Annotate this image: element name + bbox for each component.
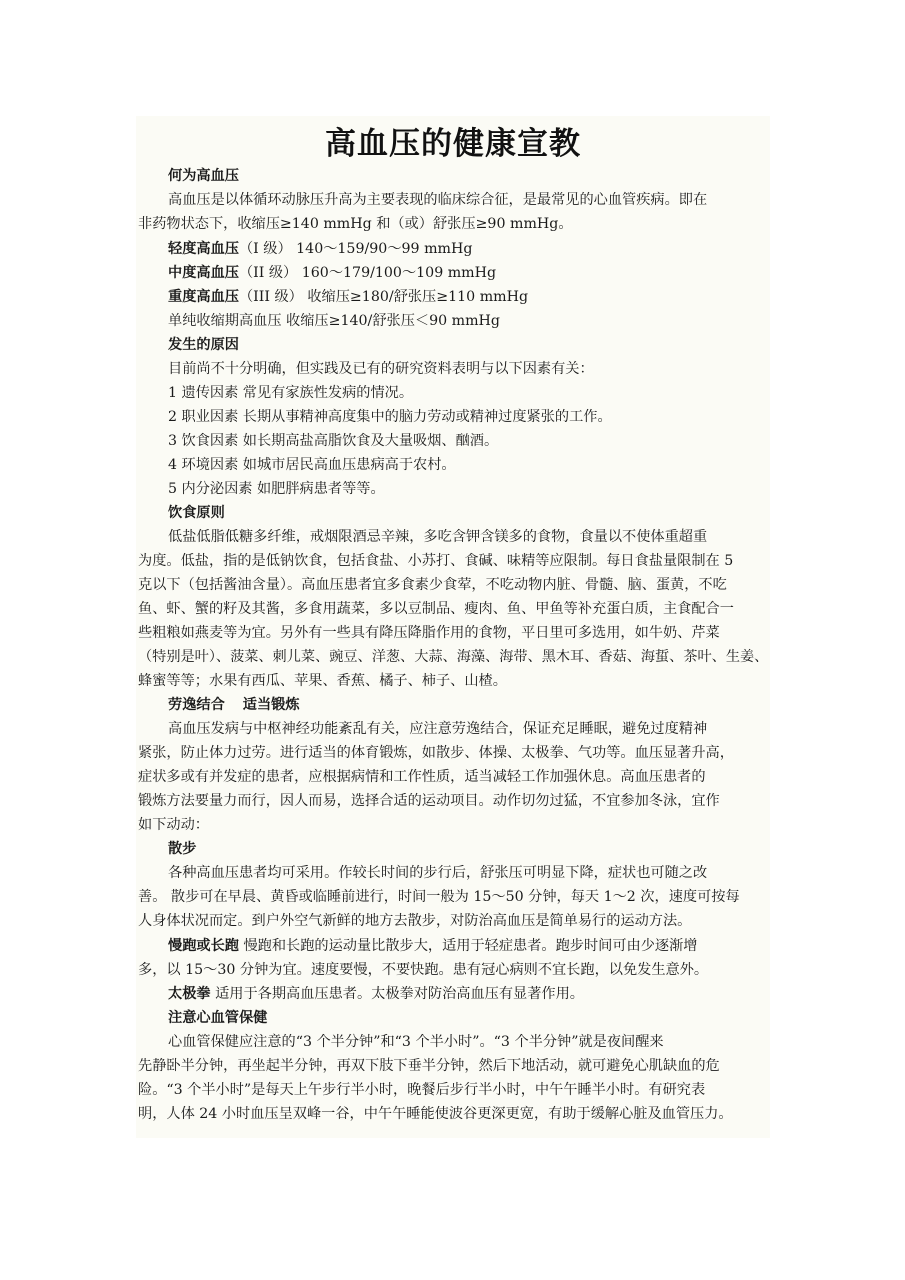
section-heading-causes: 发生的原因 xyxy=(168,337,239,353)
paragraph-line: 高血压发病与中枢神经功能紊乱有关，应注意劳逸结合，保证充足睡眠，避免过度精神 xyxy=(168,721,708,737)
list-item: 4 环境因素 如城市居民高血压患病高于农村。 xyxy=(168,457,456,473)
paragraph-line: 多，以 15～30 分钟为宜。速度要慢，不要快跑。患有冠心病则不宜长跑，以免发生意外。 xyxy=(138,962,709,978)
paragraph-line: 心血管保健应注意的“3 个半分钟”和“3 个半小时”。“3 个半分钟”就是夜间醒来 xyxy=(168,1034,664,1050)
grade-line xyxy=(168,237,472,261)
paragraph-line: 高血压是以体循环动脉压升高为主要表现的临床综合征，是最常见的心血管疾病。即在 xyxy=(168,192,708,208)
jogging-line xyxy=(168,934,697,958)
jogging-label: 慢跑或长跑 xyxy=(168,938,239,954)
taichi-text: 适用于各期高血压患者。太极拳对防治高血压有显著作用。 xyxy=(210,986,584,1002)
subheading-walking: 散步 xyxy=(168,841,197,857)
grade-value: （III 级） 收缩压≥180/舒张压≥110 mmHg xyxy=(238,289,529,305)
grade-value: （II 级） 160～179/100～109 mmHg xyxy=(238,265,497,281)
grade-label: 中度高血压 xyxy=(168,265,239,281)
taichi-line xyxy=(168,982,584,1006)
list-item: 1 遗传因素 常见有家族性发病的情况。 xyxy=(168,385,414,401)
paragraph-line: 非药物状态下，收缩压≥140 mmHg 和（或）舒张压≥90 mmHg。 xyxy=(138,216,573,232)
jogging-text: 慢跑和长跑的运动量比散步大，适用于轻症患者。跑步时间可由少逐渐增 xyxy=(238,938,698,954)
heading-part: 适当锻炼 xyxy=(242,697,300,713)
list-item: 5 内分泌因素 如肥胖病患者等等。 xyxy=(168,481,385,497)
grade-label: 轻度高血压 xyxy=(168,241,239,257)
list-item: 3 饮食因素 如长期高盐高脂饮食及大量吸烟、酗酒。 xyxy=(168,433,499,449)
document-page xyxy=(136,116,770,1138)
grade-line xyxy=(168,261,496,285)
grade-label: 重度高血压 xyxy=(168,289,239,305)
paragraph-line: 低盐低脂低糖多纤维，戒烟限酒忌辛辣，多吃含钾含镁多的食物，食量以不使体重超重 xyxy=(168,529,708,545)
paragraph-line: 险。“3 个半小时”是每天上午步行半小时，晚餐后步行半小时，中午午睡半小时。有研究表 xyxy=(138,1082,706,1098)
paragraph-line: 先静卧半分钟，再坐起半分钟，再双下肢下垂半分钟，然后下地活动，就可避免心肌缺血的危 xyxy=(138,1058,720,1074)
paragraph-line: 鱼、虾、蟹的籽及其酱，多食用蔬菜，多以豆制品、瘦肉、鱼、甲鱼等补充蛋白质，主食配合一 xyxy=(138,601,734,617)
paragraph-line: 目前尚不十分明确，但实践及已有的研究资料表明与以下因素有关： xyxy=(168,361,594,377)
paragraph-line: 善。 散步可在早晨、黄昏或临睡前进行，时间一般为 15～50 分钟，每天 1～2 次，速度可按每 xyxy=(138,889,740,905)
paragraph-line: 紧张，防止体力过劳。进行适当的体育锻炼，如散步、体操、太极拳、气功等。血压显著升高， xyxy=(138,745,734,761)
page-title: 高血压的健康宣教 xyxy=(325,126,581,162)
paragraph-line: 为度。低盐，指的是低钠饮食，包括食盐、小苏打、食碱、味精等应限制。每日食盐量限制在 5 xyxy=(138,553,734,569)
section-heading-diet: 饮食原则 xyxy=(168,505,225,521)
paragraph-line: 锻炼方法要量力而行，因人而易，选择合适的运动项目。动作切勿过猛，不宜参加冬泳，宜作 xyxy=(138,793,720,809)
list-item: 2 职业因素 长期从事精神高度集中的脑力劳动或精神过度紧张的工作。 xyxy=(168,409,612,425)
isolated-systolic-line: 单纯收缩期高血压 收缩压≥140/舒张压＜90 mmHg xyxy=(168,313,500,329)
paragraph-line: 各种高血压患者均可采用。作较长时间的步行后，舒张压可明显下降，症状也可随之改 xyxy=(168,865,708,881)
paragraph-line: 蜂蜜等等；水果有西瓜、苹果、香蕉、橘子、柿子、山楂。 xyxy=(138,673,507,689)
paragraph-line: 人身体状况而定。到户外空气新鲜的地方去散步，对防治高血压是简单易行的运动方法。 xyxy=(138,913,692,929)
section-heading-exercise xyxy=(168,693,300,717)
heading-part: 劳逸结合 xyxy=(168,697,225,713)
paragraph-line: 些粗粮如燕麦等为宜。另外有一些具有降压降脂作用的食物，平日里可多选用，如牛奶、芹菜 xyxy=(138,625,720,641)
paragraph-line: 克以下（包括酱油含量）。高血压患者宜多食素少食荤，不吃动物内脏、骨髓、脑、蛋黄，不吃 xyxy=(138,577,727,593)
paragraph-line: 症状多或有并发症的患者，应根据病情和工作性质，适当减轻工作加强休息。高血压患者的 xyxy=(138,769,706,785)
section-heading-cardio: 注意心血管保健 xyxy=(168,1010,268,1026)
taichi-label: 太极拳 xyxy=(168,986,211,1002)
section-heading-definition: 何为高血压 xyxy=(168,168,239,184)
grade-value: （I 级） 140～159/90～99 mmHg xyxy=(238,241,473,257)
grade-line xyxy=(168,285,528,309)
paragraph-line: 如下动动： xyxy=(138,817,209,833)
paragraph-line: （特别是叶）、菠菜、刺儿菜、豌豆、洋葱、大蒜、海藻、海带、黑木耳、香菇、海蜇、茶叶、生姜、 xyxy=(138,649,769,665)
paragraph-line: 明，人体 24 小时血压呈双峰一谷，中午午睡能使波谷更深更宽，有助于缓解心脏及血管压力。 xyxy=(138,1106,733,1122)
